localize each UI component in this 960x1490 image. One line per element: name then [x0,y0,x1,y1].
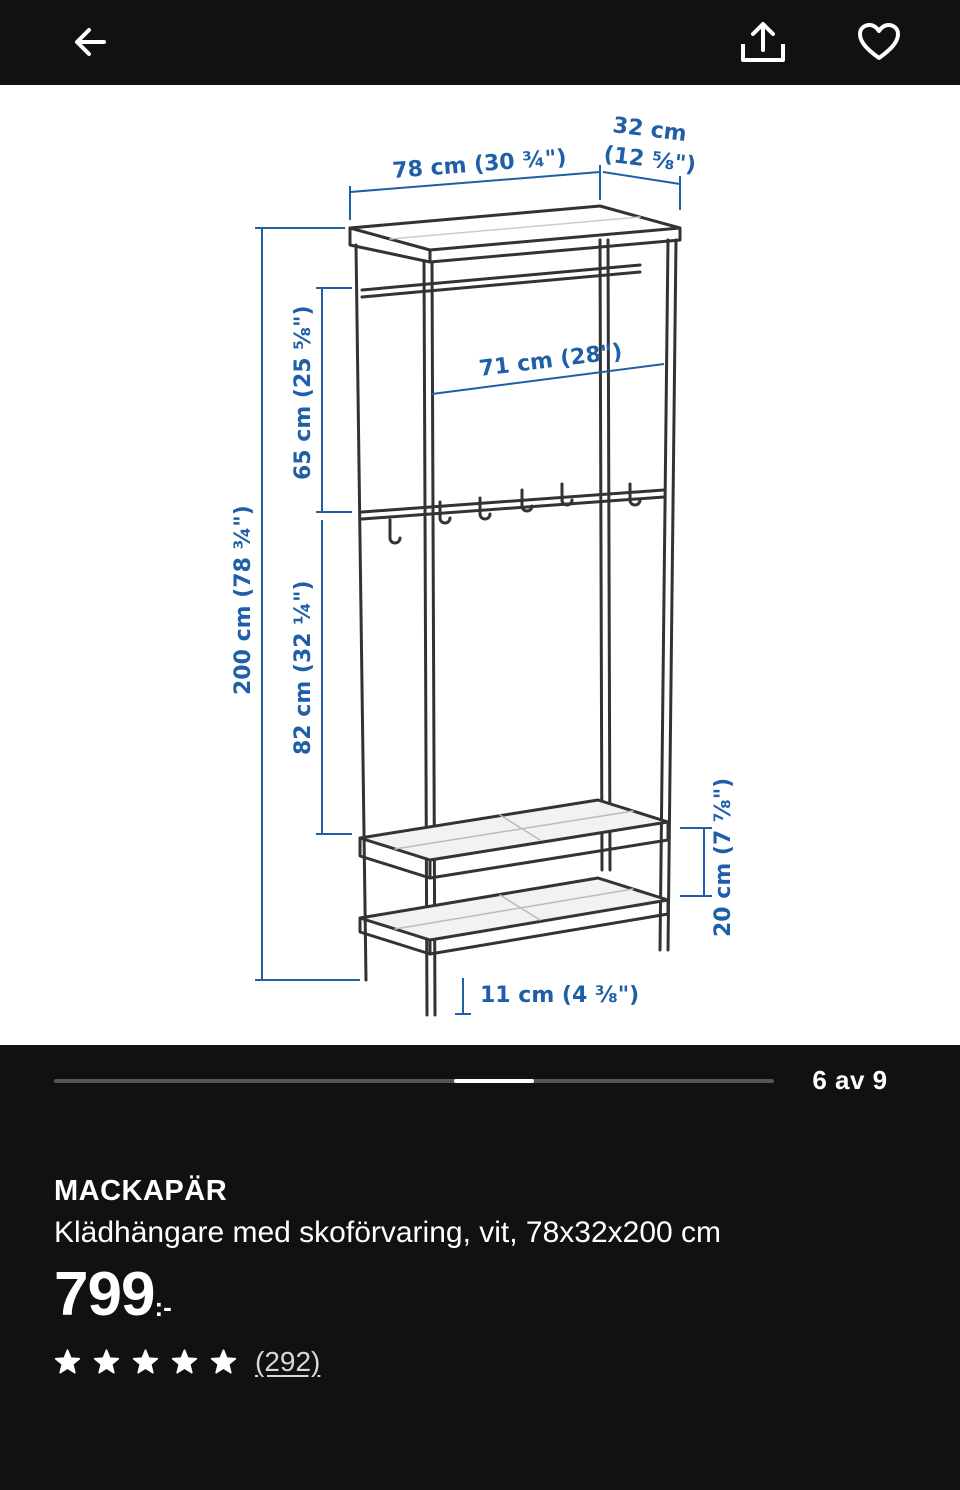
rating[interactable] [54,1346,934,1378]
rack-frame [350,206,680,1015]
upper-height-label: 65 cm (25 ⅝") [291,305,316,480]
share-icon [739,20,787,64]
rating-stars [54,1349,237,1375]
width-label: 78 cm (30 ¾") [391,145,568,184]
star-icon [132,1349,159,1375]
pager-label: 6 av 9 [812,1065,888,1095]
top-bar [0,0,960,85]
share-button[interactable] [718,0,808,92]
pager-thumb[interactable] [454,1079,534,1083]
product-info [54,1175,934,1378]
rail-width-label: 71 cm (28") [477,339,624,382]
image-pager [0,1045,960,1115]
depth-label-line1: 32 cm [611,113,689,148]
star-icon [93,1349,120,1375]
product-image[interactable] [0,85,960,1045]
star-icon [54,1349,81,1375]
back-button[interactable] [45,0,135,92]
arrow-left-icon [70,22,110,62]
price-value: 799 [54,1260,155,1329]
review-count-link[interactable]: (292) [255,1346,321,1377]
price [54,1260,934,1329]
dimension-lines [255,165,712,1014]
heart-icon [857,22,901,62]
pager-track[interactable] [54,1079,774,1083]
favorite-button[interactable] [834,0,924,92]
shelf-gap-label: 20 cm (7 ⅞") [711,777,736,937]
star-icon [171,1349,198,1375]
lower-height-label: 82 cm (32 ¼") [291,580,316,755]
price-suffix: :- [154,1292,172,1322]
star-icon [210,1349,237,1375]
dimension-drawing [0,85,960,1045]
product-description: Klädhängare med skoförvaring, vit, 78x32x200 cm [54,1216,722,1249]
product-name: MACKAPÄR [54,1175,228,1207]
floor-clearance-label: 11 cm (4 ⅜") [480,983,640,1008]
total-height-label: 200 cm (78 ¾") [231,505,256,695]
depth-label-line2: (12 ⅝") [602,142,698,179]
